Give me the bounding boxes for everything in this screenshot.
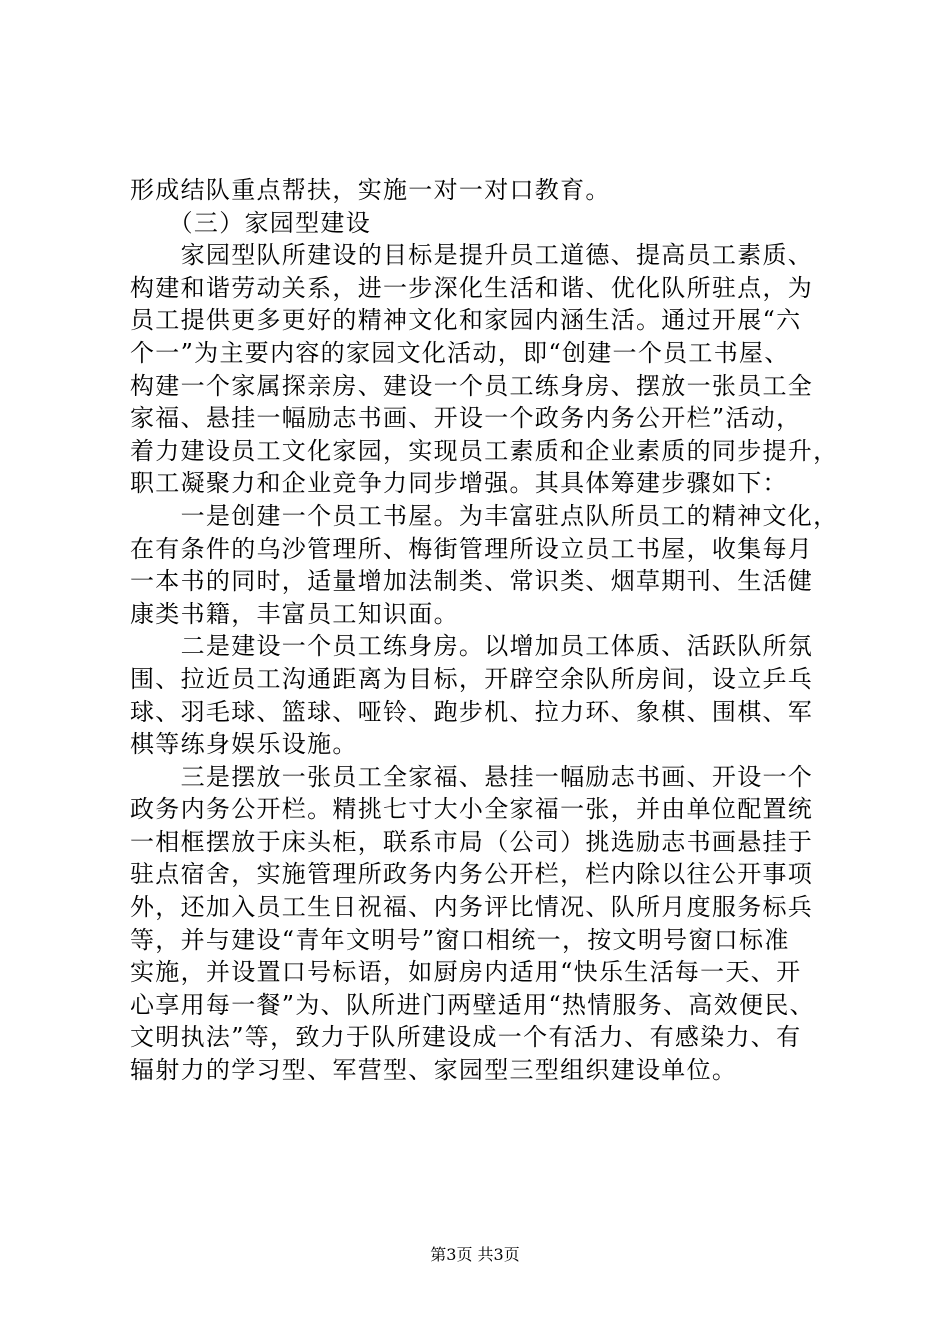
- text-line: 职工凝聚力和企业竞争力同步增强。其具体筹建步骤如下：: [130, 469, 788, 498]
- document-body: [130, 174, 839, 1087]
- text-line: 文明执法”等，致力于队所建设成一个有活力、有感染力、有: [130, 1023, 802, 1052]
- text-line: 着力建设员工文化家园，实现员工素质和企业素质的同步提升，: [130, 436, 839, 465]
- text-line: 三是摆放一张员工全家福、悬挂一幅励志书画、开设一个: [130, 762, 814, 791]
- text-line: 康类书籍，丰富员工知识面。: [130, 599, 459, 628]
- text-line: 构建一个家属探亲房、建设一个员工练身房、摆放一张员工全: [130, 371, 814, 400]
- section-heading: （三）家园型建设: [130, 208, 371, 237]
- text-line: 等，并与建设“青年文明号”窗口相统一，按文明号窗口标准: [130, 925, 790, 954]
- text-line: 辐射力的学习型、军营型、家园型三型组织建设单位。: [130, 1056, 738, 1085]
- text-line: 棋等练身娱乐设施。: [130, 730, 358, 759]
- text-line: 外，还加入员工生日祝福、内务评比情况、队所月度服务标兵: [130, 893, 814, 922]
- text-line: 政务内务公开栏。精挑七寸大小全家福一张，并由单位配置统: [130, 795, 814, 824]
- text-line: 一相框摆放于床头柜，联系市局（公司）挑选励志书画悬挂于: [130, 827, 814, 856]
- text-line: 二是建设一个员工练身房。以增加员工体质、活跃队所氛: [130, 632, 814, 661]
- page-number-footer: 第3页 共3页: [430, 1245, 520, 1264]
- text-line: 驻点宿舍，实施管理所政务内务公开栏，栏内除以往公开事项: [130, 860, 814, 889]
- text-line: 员工提供更多更好的精神文化和家园内涵生活。通过开展“六: [130, 306, 802, 335]
- text-line: 家福、悬挂一幅励志书画、开设一个政务内务公开栏”活动，: [130, 404, 802, 433]
- text-line: 球、羽毛球、篮球、哑铃、跑步机、拉力环、象棋、围棋、军: [130, 697, 814, 726]
- text-line: 构建和谐劳动关系，进一步深化生活和谐、优化队所驻点，为: [130, 273, 814, 302]
- text-line: 围、拉近员工沟通距离为目标，开辟空余队所房间，设立乒乓: [130, 664, 814, 693]
- text-line: 心享用每一餐”为、队所进门两壁适用“热情服务、高效便民、: [130, 990, 815, 1019]
- text-line: 一是创建一个员工书屋。为丰富驻点队所员工的精神文化，: [130, 501, 839, 530]
- text-line: 形成结队重点帮扶，实施一对一对口教育。: [130, 176, 611, 204]
- text-line: 实施，并设置口号标语，如厨房内适用“快乐生活每一天、开: [130, 958, 802, 987]
- text-line: 一本书的同时，适量增加法制类、常识类、烟草期刊、生活健: [130, 567, 814, 596]
- text-line: 家园型队所建设的目标是提升员工道德、提高员工素质、: [130, 241, 814, 270]
- text-line: 在有条件的乌沙管理所、梅街管理所设立员工书屋，收集每月: [130, 534, 814, 563]
- text-line: 个一”为主要内容的家园文化活动，即“创建一个员工书屋、: [130, 338, 790, 367]
